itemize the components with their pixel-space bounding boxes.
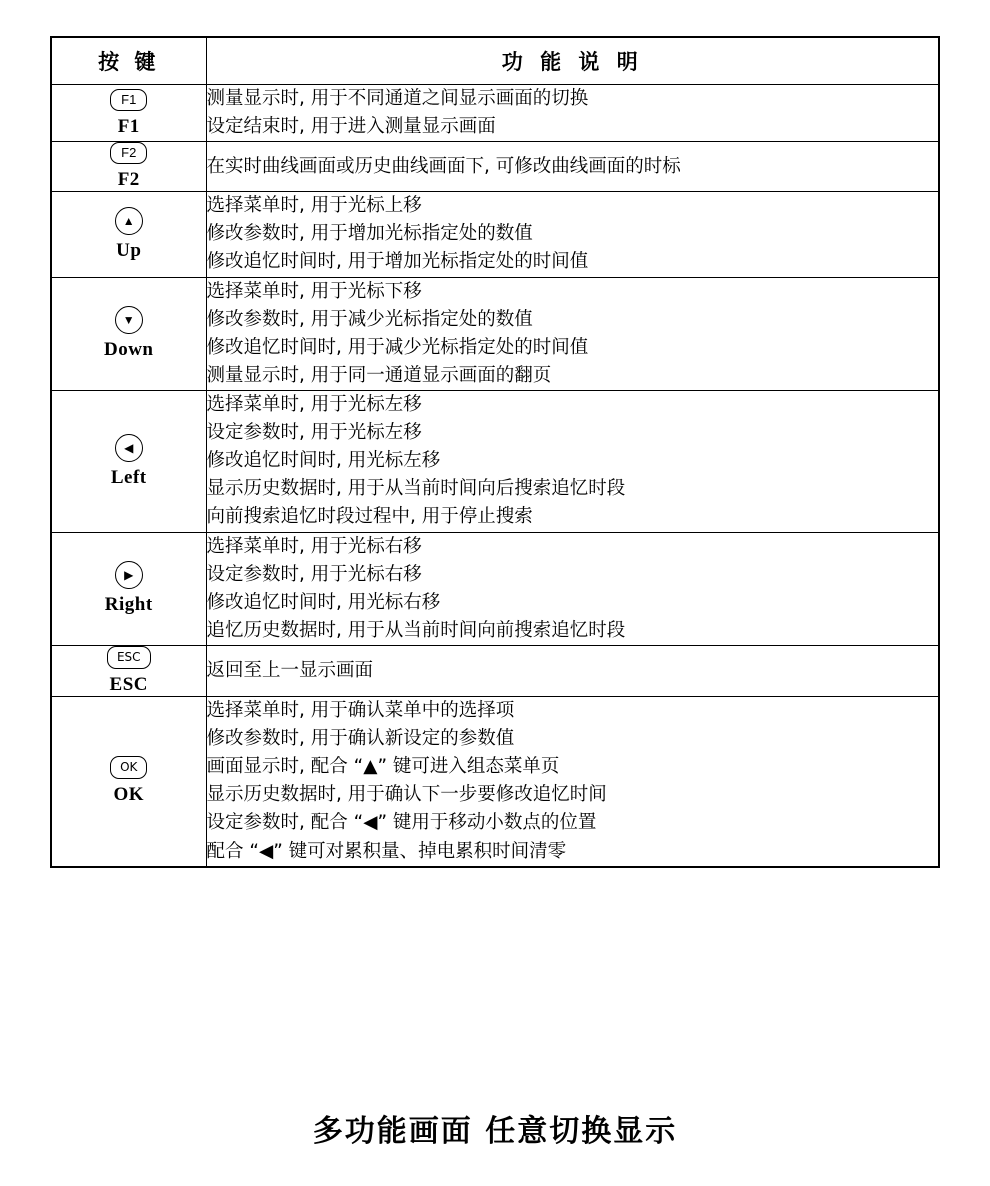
key-label: OK [113,784,145,806]
description-cell [206,532,939,645]
key-button-ok-icon[interactable]: OK [110,756,147,779]
key-label: F2 [117,169,140,191]
key-button-down-icon[interactable]: ▼ [115,306,143,334]
description-line: 修改参数时, 用于确认新设定的参数值 [206,728,515,750]
key-label: Left [110,466,147,488]
description-line: 修改参数时, 用于减少光标指定处的数值 [206,308,533,330]
description-line: 选择菜单时, 用于确认菜单中的选择项 [206,699,515,721]
description-line: 修改追忆时间时, 用于减少光标指定处的时间值 [206,336,589,358]
description-cell [206,142,939,192]
description-line: 返回至上一显示画面 [206,659,374,681]
table-row [51,532,939,645]
description-cell [206,645,939,696]
description-line: 追忆历史数据时, 用于从当前时间向前搜索追忆时段 [206,619,626,641]
description-cell [206,277,939,390]
table-row [51,277,939,390]
key-button-f2-icon[interactable]: F2 [110,142,147,164]
description-cell [206,390,939,532]
key-button-left-icon[interactable]: ◀ [115,434,143,462]
description-line: 向前搜索追忆时段过程中, 用于停止搜索 [206,506,533,528]
description-cell [206,192,939,277]
description-line: 修改追忆时间时, 用光标右移 [206,591,441,613]
key-cell [51,645,206,696]
key-label: F1 [117,115,140,137]
description-line: 设定参数时, 用于光标左移 [206,422,422,444]
key-button-up-icon[interactable]: ▲ [115,207,143,235]
description-line: 设定结束时, 用于进入测量显示画面 [206,116,496,138]
description-line: 测量显示时, 用于同一通道显示画面的翻页 [206,364,552,386]
table-row [51,645,939,696]
description-line: 显示历史数据时, 用于从当前时间向后搜索追忆时段 [206,478,626,500]
description-cell [206,696,939,866]
key-cell [51,85,206,142]
key-cell [51,192,206,277]
key-button-right-icon[interactable]: ▶ [115,561,143,589]
description-line: 修改追忆时间时, 用光标左移 [206,450,441,472]
table-row [51,390,939,532]
description-line: 选择菜单时, 用于光标下移 [206,280,422,302]
description-line: 选择菜单时, 用于光标右移 [206,535,422,557]
description-cell [206,85,939,142]
key-cell [51,277,206,390]
key-button-f1-icon[interactable]: F1 [110,89,147,111]
key-cell [51,696,206,866]
key-function-table-wrapper [50,36,940,868]
description-line: 选择菜单时, 用于光标上移 [206,195,422,217]
key-label: Down [103,339,154,361]
description-line: 修改追忆时间时, 用于增加光标指定处的时间值 [206,251,589,273]
key-label: Up [116,239,142,261]
key-function-table [50,36,940,868]
table-row [51,192,939,277]
table-row [51,85,939,142]
table-body [51,85,939,867]
header-desc-column: 功 能 说 明 [206,37,939,85]
key-cell [51,142,206,192]
key-cell [51,532,206,645]
description-line: 修改参数时, 用于增加光标指定处的数值 [206,223,533,245]
description-line: 配合 “◀” 键可对累积量、掉电累积时间清零 [206,840,567,862]
description-line: 测量显示时, 用于不同通道之间显示画面的切换 [206,88,589,109]
footer-caption: 多功能画面 任意切换显示 [312,1114,678,1149]
description-line: 设定参数时, 配合 “◀” 键用于移动小数点的位置 [206,812,597,834]
table-row [51,696,939,866]
description-line: 显示历史数据时, 用于确认下一步要修改追忆时间 [206,784,607,806]
key-label: ESC [109,673,148,695]
description-line: 在实时曲线画面或历史曲线画面下, 可修改曲线画面的时标 [206,155,681,177]
key-button-esc-icon[interactable]: ESC [107,646,151,669]
key-cell [51,390,206,532]
table-header-row [51,37,939,85]
key-label: Right [104,594,153,616]
description-line: 选择菜单时, 用于光标左移 [206,393,422,415]
description-line: 画面显示时, 配合 “▲” 键可进入组态菜单页 [206,756,560,778]
description-line: 设定参数时, 用于光标右移 [206,563,422,585]
table-row [51,142,939,192]
header-key-column: 按 键 [51,37,206,85]
